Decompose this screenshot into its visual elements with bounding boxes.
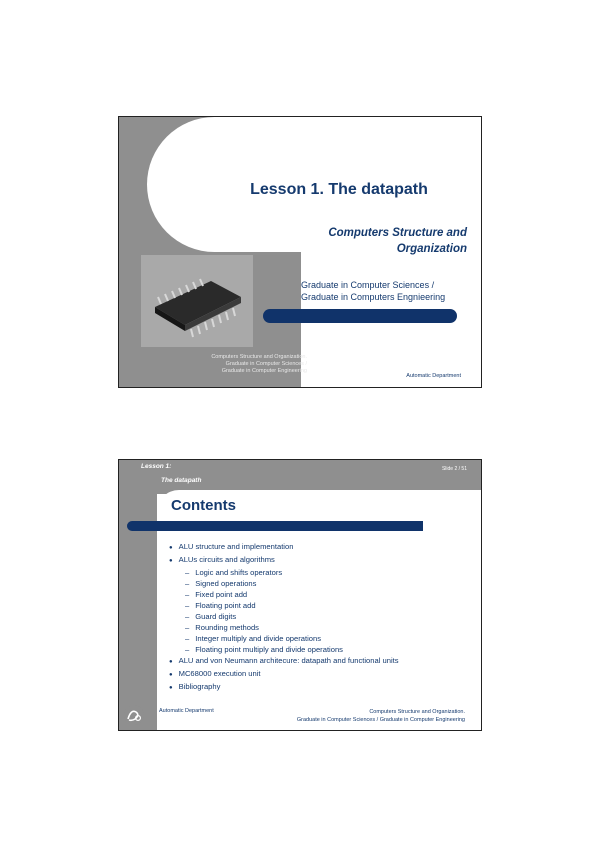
footer-course-info: [297, 708, 465, 724]
list-subitem: – Fixed point add: [169, 589, 469, 600]
contents-heading: Contents: [171, 497, 236, 514]
contents-list: [169, 541, 469, 694]
list-item: ● ALU and von Neumann architecure: datapath and functional units: [169, 655, 469, 668]
list-item: ● Bibliography: [169, 681, 469, 694]
list-subitem: – Floating point multiply and divide operations: [169, 644, 469, 655]
course-subtitle: [297, 225, 467, 257]
list-subitem: – Rounding methods: [169, 622, 469, 633]
footer-right-line-2: Graduate in Computer Sciences / Graduate in Computer Engineering: [296, 717, 465, 723]
lesson-label: Lesson 1:: [141, 463, 172, 470]
list-subitem: – Signed operations: [169, 578, 469, 589]
footer-department: Automatic Department: [406, 373, 461, 379]
list-item: ● ALU structure and implementation: [169, 541, 469, 554]
accent-bar: [263, 309, 457, 323]
side-band: [119, 460, 157, 730]
microchip-image: [141, 255, 253, 347]
footer-left-line-3: Graduate in Computer Engineering: [221, 368, 307, 374]
footer-right-line-1: Computers Structure and Organization.: [369, 709, 465, 715]
list-item: ● MC68000 execution unit: [169, 668, 469, 681]
list-item: ● ALUs circuits and algorithms: [169, 554, 469, 567]
footer-course-info: [149, 354, 307, 375]
degree-programs: [301, 279, 479, 303]
slide-number: Slide 2 / 51: [441, 466, 467, 472]
title-slide: [118, 116, 482, 388]
list-subitem: – Floating point add: [169, 600, 469, 611]
contents-slide: [118, 459, 482, 731]
footer-left-line-1: Computers Structure and Organization.: [211, 354, 307, 360]
footer-department: Automatic Department: [159, 708, 214, 714]
degree-line-1: Graduate in Computer Sciences /: [301, 280, 435, 290]
subtitle-line-2: Organization: [396, 243, 467, 255]
department-logo-icon: [123, 704, 145, 726]
subtitle-line-1: Computers Structure and: [328, 227, 467, 239]
slide-title: Lesson 1. The datapath: [250, 181, 428, 198]
list-subitem: – Integer multiply and divide operations: [169, 633, 469, 644]
lesson-name: The datapath: [161, 477, 202, 484]
list-subitem: – Guard digits: [169, 611, 469, 622]
degree-line-2: Graduate in Computers Engnieering: [301, 292, 446, 302]
accent-bar: [127, 521, 423, 531]
footer-left-line-2: Graduate in Computer Sciences /: [225, 361, 307, 367]
list-subitem: – Logic and shifts operators: [169, 567, 469, 578]
